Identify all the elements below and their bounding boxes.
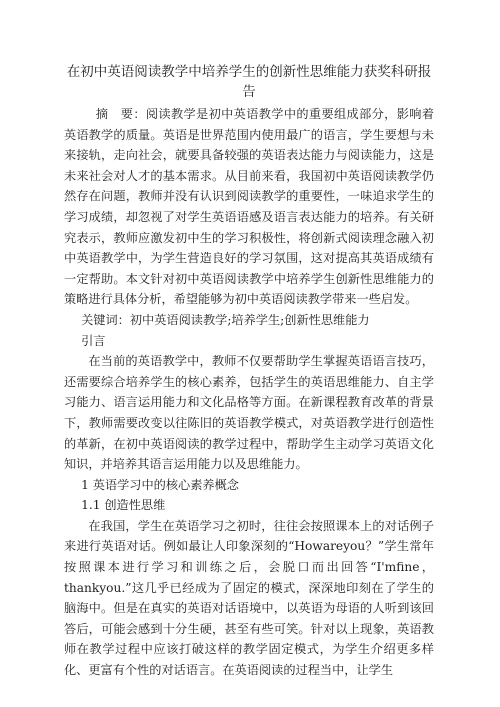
section-1-1-heading: 1.1 创造性思维 — [81, 498, 166, 513]
keywords-line: 关键词：初中英语阅读教学;培养学生;创新性思维能力 — [81, 312, 370, 327]
intro-paragraph: 在当前的英语教学中，教师不仅要帮助学生掌握英语语言技巧，还需要综合培养学生的核心素养，包括学生的英语思维能力、自主学习能力、语言运用能力和文化品格等方面。在新课程教育改革的背景下，教师需要改变以往陈旧的英语教学模式，对英语教学进行创造性的革新，在初中英语阅读的教学过程中，帮助学生主动学习英语文化知识，并培养其语言运用能力以及思维能力。 — [64, 354, 434, 472]
section-1-heading: 1 英语学习中的核心素养概念 — [81, 477, 239, 492]
section-1-1-paragraph: 在我国，学生在英语学习之初时，往往会按照课本上的对话例子来进行英语对话。例如最让人印象深刻的“Howareyou？”学生常年按照课本进行学习和训练之后，会脱口而出回答“I'mfine，thankyou.”这几乎已经成为了固定的模式，深深地印刻在了学生的脑海中。但是在真实的英语对话语境中，以英语为母语的人听到该回答后，可能会感到十分生硬，甚至有些可笑。针对以上现象，英语教师在教学过程中应该打破这样的教学固定模式，为学生介绍更多样化、更富有个性的对话语言。在英语阅读的过程当中，让学生 — [64, 518, 434, 678]
document-title: 在初中英语阅读教学中培养学生的创新性思维能力获奖科研报告 — [66, 64, 432, 100]
intro-heading: 引言 — [81, 333, 106, 348]
abstract-paragraph: 摘 要：阅读教学是初中英语教学中的重要组成部分，影响着英语教学的质量。英语是世界范围内使用最广的语言，学生要想与未来接轨，走向社会，就要具备较强的英语表达能力与阅读能力，这是未来社会对人才的基本需求。从目前来看，我国初中英语阅读教学仍然存在问题，教师并没有认识到阅读教学的重要性，一味追求学生的学习成绩，却忽视了对学生英语语感及语言表达能力的培养。有关研究表示，教师应激发初中生的学习积极性，将创新式阅读理念融入初中英语教学中，为学生营造良好的学习氛围，这对提高其英语成绩有一定帮助。本文针对初中英语阅读教学中培养学生创新性思维能力的策略进行具体分析，希望能够为初中英语阅读教学带来一些启发。 — [64, 107, 434, 307]
